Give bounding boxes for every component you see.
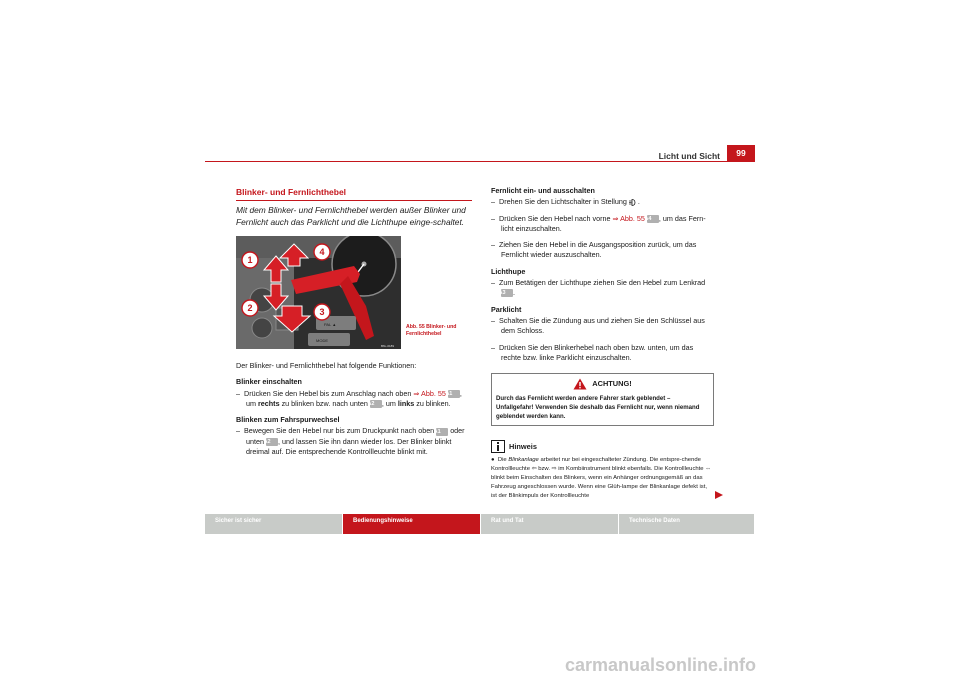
blinker-heading: Blinker einschalten	[236, 377, 302, 387]
warning-text: Durch das Fernlicht werden andere Fahrer stark geblendet – Unfallgefahr! Verwenden Sie deshalb das Fernlicht nur, wenn niemand geblendet werden kann.	[496, 395, 700, 420]
high-beam-step-3: – Ziehen Sie den Hebel in die Ausgangsposition zurück, um das Fernlicht wieder auszuschalten.	[491, 240, 697, 260]
tag-a1: A1	[436, 428, 448, 436]
page-number: 99	[727, 145, 755, 162]
figure	[236, 236, 472, 349]
parking-heading: Parklicht	[491, 304, 522, 314]
intro-text: Der Blinker- und Fernlichthebel hat folgende Funktionen:	[236, 361, 417, 370]
note-text: ● Die Blinkanlage arbeitet nur bei eingeschalteter Zündung. Die entspre-chende Kontrollleuchte ⇦ bzw. ⇨ im Kombiinstrument blinkt ebenfalls. Die Kontrollleuchte ⇔ blinkt beim Einschalten des Blinkers, wenn ein Anhänger ordnungsgemäß an das Fahrzeug angeschlossen wurde. Wenn eine Glüh-lampe der Blinkanlage defekt ist, ist der Blinkimpuls der Kontrollleuchte	[491, 457, 712, 499]
footer-tab-bedienung[interactable]: Bedienungshinweise	[343, 514, 480, 534]
bullet-icon: ●	[491, 457, 495, 464]
tag-a1: A1	[448, 390, 460, 398]
switch-label-mode: MODE	[316, 338, 328, 343]
callout-4: 4	[319, 247, 325, 257]
section-intro: Mit dem Blinker- und Fernlichthebel werden außer Blinker und Fernlicht auch das Parklicht und die Lichthupe einge-schaltet.	[236, 205, 466, 227]
header-title: Licht und Sicht	[658, 151, 720, 161]
note-heading	[491, 440, 713, 453]
footer-tab-technik[interactable]: Technische Daten	[619, 514, 754, 534]
warning-box	[491, 373, 714, 426]
trailer-signal-icon: ⇔	[705, 466, 712, 473]
high-beam-step-2: – Drücken Sie den Hebel nach vorne ⇒ Abb. 55 A4 , um das Fern-licht einzuschalten.	[491, 213, 706, 233]
lever-photo	[236, 236, 401, 349]
figure-link[interactable]: ⇒ Abb. 55	[612, 213, 645, 223]
warning-title: ACHTUNG!	[592, 379, 632, 388]
photo-code: B6L-0189	[380, 344, 394, 348]
flasher-step: – Zum Betätigen der Lichthupe ziehen Sie den Hebel zum Lenkrad A3 .	[491, 278, 706, 298]
callout-2: 2	[247, 303, 253, 313]
note-title: Hinweis	[509, 441, 537, 451]
info-icon	[491, 440, 505, 453]
tag-a3: A3	[501, 289, 513, 297]
watermark: carmanualsonline.info	[565, 655, 757, 675]
high-beam-heading: Fernlicht ein- und ausschalten	[491, 186, 595, 195]
figure-caption: Abb. 55 Blinker- und Fernlichthebel	[406, 324, 457, 337]
header-divider	[205, 161, 755, 162]
callout-1: 1	[247, 255, 253, 265]
tag-a4: A4	[647, 215, 659, 223]
figure-link[interactable]: ⇒ Abb. 55	[413, 388, 446, 398]
turn-signal-icon: ⇨	[551, 466, 557, 473]
footer-tab-sicher[interactable]: Sicher ist sicher	[205, 514, 342, 534]
section-title: Blinker- und Fernlichthebel	[236, 186, 472, 201]
turn-signal-icon: ⇦	[531, 466, 537, 473]
footer-tab-rat[interactable]: Rat und Tat	[481, 514, 618, 534]
blinker-step: – Drücken Sie den Hebel bis zum Anschlag nach oben ⇒ Abb. 55 A1 , um rechts zu blinken bzw. nach unten A2 , um links zu blinken.	[236, 388, 462, 408]
headlight-icon	[629, 199, 638, 206]
tag-a2: A2	[370, 400, 382, 408]
flasher-heading: Lichthupe	[491, 266, 526, 276]
warning-icon	[573, 378, 587, 390]
parking-step-2: – Drücken Sie den Blinkerhebel nach oben bzw. unten, um das rechte bzw. linke Parklicht einzuschalten.	[491, 342, 694, 362]
callout-3: 3	[319, 307, 325, 317]
tag-a2: A2	[266, 438, 278, 446]
parking-step-1: – Schalten Sie die Zündung aus und ziehen Sie den Schlüssel aus dem Schloss.	[491, 315, 705, 336]
switch-label-pal: PAL ▲	[324, 322, 337, 327]
left-column	[236, 186, 472, 463]
continue-arrow-icon	[715, 491, 723, 499]
high-beam-step-1: – Drehen Sie den Lichtschalter in Stellung .	[491, 197, 640, 207]
lane-change-step: – Bewegen Sie den Hebel nur bis zum Druckpunkt nach oben A1 oder unten A2 , und lassen Sie ihn dann wieder los. Der Blinker blinkt dreimal auf. Die entsprechende Kontrollleuchte blinkt mit.	[236, 426, 465, 457]
footer-nav	[205, 514, 755, 534]
right-column	[491, 186, 713, 501]
lane-change-heading: Blinken zum Fahrspurwechsel	[236, 415, 340, 425]
